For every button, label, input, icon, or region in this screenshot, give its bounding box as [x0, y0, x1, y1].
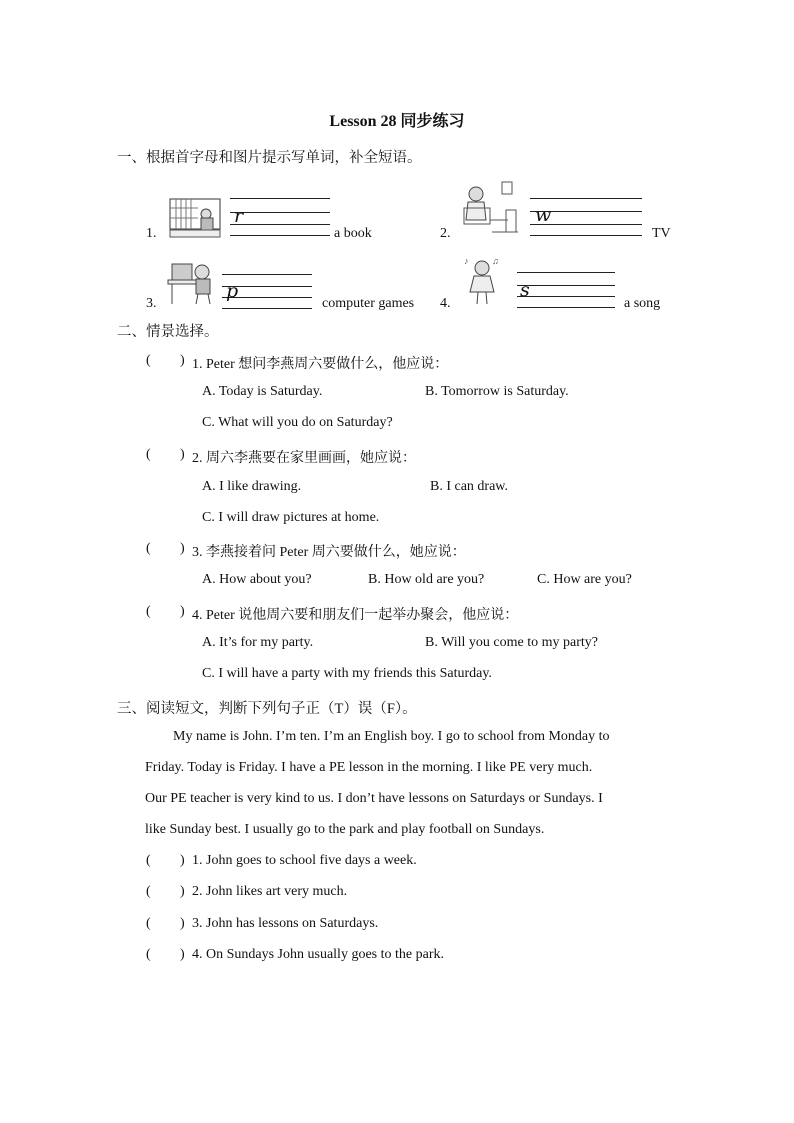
q1-option-b: B. Tomorrow is Saturday.	[425, 384, 569, 399]
answer-paren-open[interactable]: (	[146, 353, 151, 368]
item1-line-1	[230, 198, 330, 199]
item1-line-2	[230, 212, 330, 213]
item2-number: 2.	[440, 226, 451, 241]
item2-phrase: TV	[652, 226, 671, 241]
q3-option-a: A. How about you?	[202, 572, 312, 587]
passage-line-2: Friday. Today is Friday. I have a PE lesson in the morning. I like PE very much.	[145, 760, 593, 775]
svg-text:♪: ♪	[464, 256, 469, 266]
item1-answer-line[interactable]	[230, 235, 330, 236]
q2-option-b: B. I can draw.	[430, 479, 509, 494]
answer-paren-close: )	[180, 884, 185, 899]
answer-paren-close: )	[180, 353, 185, 368]
q4-option-b: B. Will you come to my party?	[425, 635, 598, 650]
item3-hint-letter: p	[226, 280, 239, 302]
item4-line-3	[517, 296, 615, 297]
q3-option-b: B. How old are you?	[368, 572, 485, 587]
answer-paren-open[interactable]: (	[146, 916, 151, 931]
item3-number: 3.	[146, 296, 157, 311]
answer-paren-open[interactable]: (	[146, 853, 151, 868]
item1-line-3	[230, 224, 330, 225]
answer-paren-open[interactable]: (	[146, 884, 151, 899]
answer-paren-close: )	[180, 447, 185, 462]
question-1: 1. Peter 想问李燕周六要做什么，他应说：	[192, 357, 449, 372]
answer-paren-close: )	[180, 916, 185, 931]
answer-paren-open[interactable]: (	[146, 447, 151, 462]
item3-phrase: computer games	[322, 296, 415, 311]
item3-line-1	[222, 274, 312, 275]
passage-line-1: My name is John. I’m ten. I’m an English boy. I go to school from Monday to	[173, 729, 610, 744]
item4-answer-line[interactable]	[517, 307, 615, 308]
q2-option-c: C. I will draw pictures at home.	[202, 510, 380, 525]
svg-text:♫: ♫	[492, 256, 499, 266]
q2-option-a: A. I like drawing.	[202, 479, 302, 494]
answer-paren-close: )	[180, 541, 185, 556]
passage-line-3: Our PE teacher is very kind to us. I don’t have lessons on Saturdays or Sundays. I	[145, 791, 603, 806]
question-3: 3. 李燕接着问 Peter 周六要做什么，她应说：	[192, 545, 466, 560]
answer-paren-close: )	[180, 853, 185, 868]
question-2: 2. 周六李燕要在家里画画，她应说：	[192, 451, 416, 466]
item2-line-1	[530, 198, 642, 199]
statement-1: 1. John goes to school five days a week.	[192, 853, 417, 868]
item4-phrase: a song	[624, 296, 661, 311]
answer-paren-open[interactable]: (	[146, 541, 151, 556]
q4-option-a: A. It’s for my party.	[202, 635, 314, 650]
item4-hint-letter: s	[520, 279, 530, 301]
answer-paren-open[interactable]: (	[146, 947, 151, 962]
q1-option-c: C. What will you do on Saturday?	[202, 415, 393, 430]
item4-line-1	[517, 272, 615, 273]
answer-paren-open[interactable]: (	[146, 604, 151, 619]
girl-watching-tv-icon	[462, 180, 520, 236]
reading-boy-icon	[168, 196, 222, 240]
q3-option-c: C. How are you?	[537, 572, 632, 587]
answer-paren-close: )	[180, 604, 185, 619]
section1-heading: 一、根据首字母和图片提示写单词，补全短语。	[117, 150, 422, 166]
question-4: 4. Peter 说他周六要和朋友们一起举办聚会，他应说：	[192, 608, 519, 623]
singing-girl-icon	[460, 254, 504, 308]
q1-option-a: A. Today is Saturday.	[202, 384, 323, 399]
item4-line-2	[517, 285, 615, 286]
item2-answer-line[interactable]	[530, 235, 642, 236]
statement-3: 3. John has lessons on Saturdays.	[192, 916, 379, 931]
statement-2: 2. John likes art very much.	[192, 884, 348, 899]
statement-4: 4. On Sundays John usually goes to the park.	[192, 947, 444, 962]
passage-line-4: like Sunday best. I usually go to the park and play football on Sundays.	[145, 822, 545, 837]
item3-answer-line[interactable]	[222, 308, 312, 309]
item1-number: 1.	[146, 226, 157, 241]
answer-paren-close: )	[180, 947, 185, 962]
item2-hint-letter: w	[535, 204, 552, 226]
section3-heading: 三、阅读短文，判断下列句子正（T）误（F）。	[117, 701, 417, 717]
q4-option-c: C. I will have a party with my friends this Saturday.	[202, 666, 492, 681]
page-title: Lesson 28 同步练习	[329, 113, 465, 130]
item1-phrase: a book	[334, 226, 372, 241]
item1-hint-letter: r	[234, 205, 244, 227]
boy-at-computer-icon	[166, 258, 214, 308]
item4-number: 4.	[440, 296, 451, 311]
section2-heading: 二、情景选择。	[117, 324, 219, 340]
